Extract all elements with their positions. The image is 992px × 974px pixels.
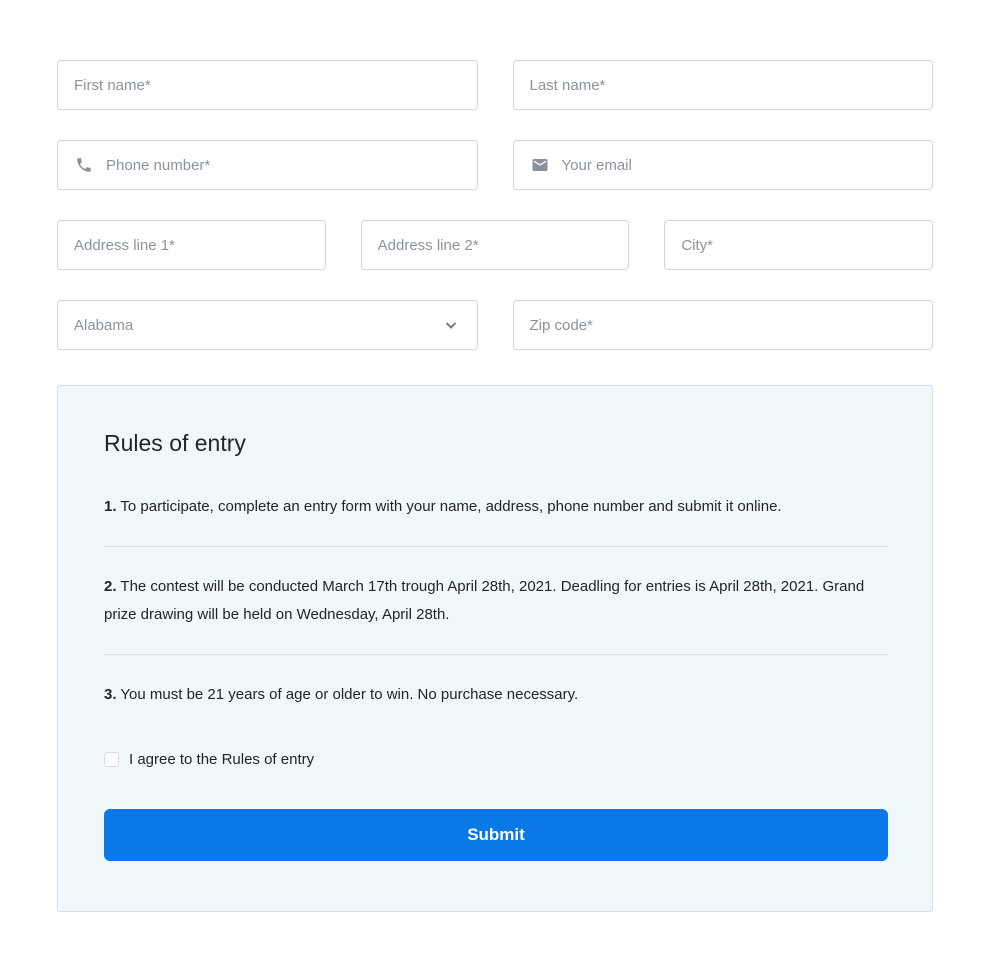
email-input[interactable] [562, 157, 917, 174]
address-line-1-field-wrapper [57, 220, 326, 270]
email-field-wrapper [513, 140, 934, 190]
zip-code-field-wrapper [513, 300, 934, 350]
rule-text: You must be 21 years of age or older to win. No purchase necessary. [120, 686, 579, 703]
rules-panel [57, 385, 933, 912]
address-row [57, 220, 933, 270]
address-line-2-input[interactable] [378, 237, 613, 254]
city-input[interactable] [681, 237, 916, 254]
state-select[interactable] [57, 300, 478, 350]
rule-number: 1. [104, 498, 117, 515]
first-name-field-wrapper [57, 60, 478, 110]
agree-row [104, 751, 888, 768]
rule-item-1 [104, 493, 888, 521]
submit-button[interactable]: Submit [104, 809, 888, 861]
rules-title: Rules of entry [104, 430, 246, 456]
last-name-field-wrapper [513, 60, 934, 110]
rule-number: 3. [104, 686, 117, 703]
contest-entry-form [57, 60, 933, 912]
first-name-input[interactable] [74, 77, 461, 94]
state-select-value: Alabama [74, 316, 134, 334]
agree-checkbox[interactable] [104, 752, 119, 767]
state-zip-row [57, 300, 933, 350]
address-line-2-field-wrapper [361, 220, 630, 270]
rule-text: To participate, complete an entry form with your name, address, phone number and submit it online. [120, 498, 782, 515]
envelope-icon [530, 155, 550, 175]
name-row [57, 60, 933, 110]
divider [104, 546, 888, 547]
rule-item-2 [104, 573, 888, 629]
phone-field-wrapper [57, 140, 478, 190]
phone-input[interactable] [106, 157, 461, 174]
contact-row [57, 140, 933, 190]
rule-number: 2. [104, 578, 117, 595]
agree-checkbox-label[interactable]: I agree to the Rules of entry [129, 751, 315, 768]
last-name-input[interactable] [530, 77, 917, 94]
chevron-down-icon [443, 317, 459, 333]
rule-item-3 [104, 681, 888, 709]
rule-text: The contest will be conducted March 17th trough April 28th, 2021. Deadling for entries is April 28th, 2021. Grand prize drawing will be held on Wednesday, April 28th. [104, 578, 865, 623]
phone-icon [74, 155, 94, 175]
address-line-1-input[interactable] [74, 237, 309, 254]
divider [104, 654, 888, 655]
city-field-wrapper [664, 220, 933, 270]
zip-code-input[interactable] [530, 317, 917, 334]
